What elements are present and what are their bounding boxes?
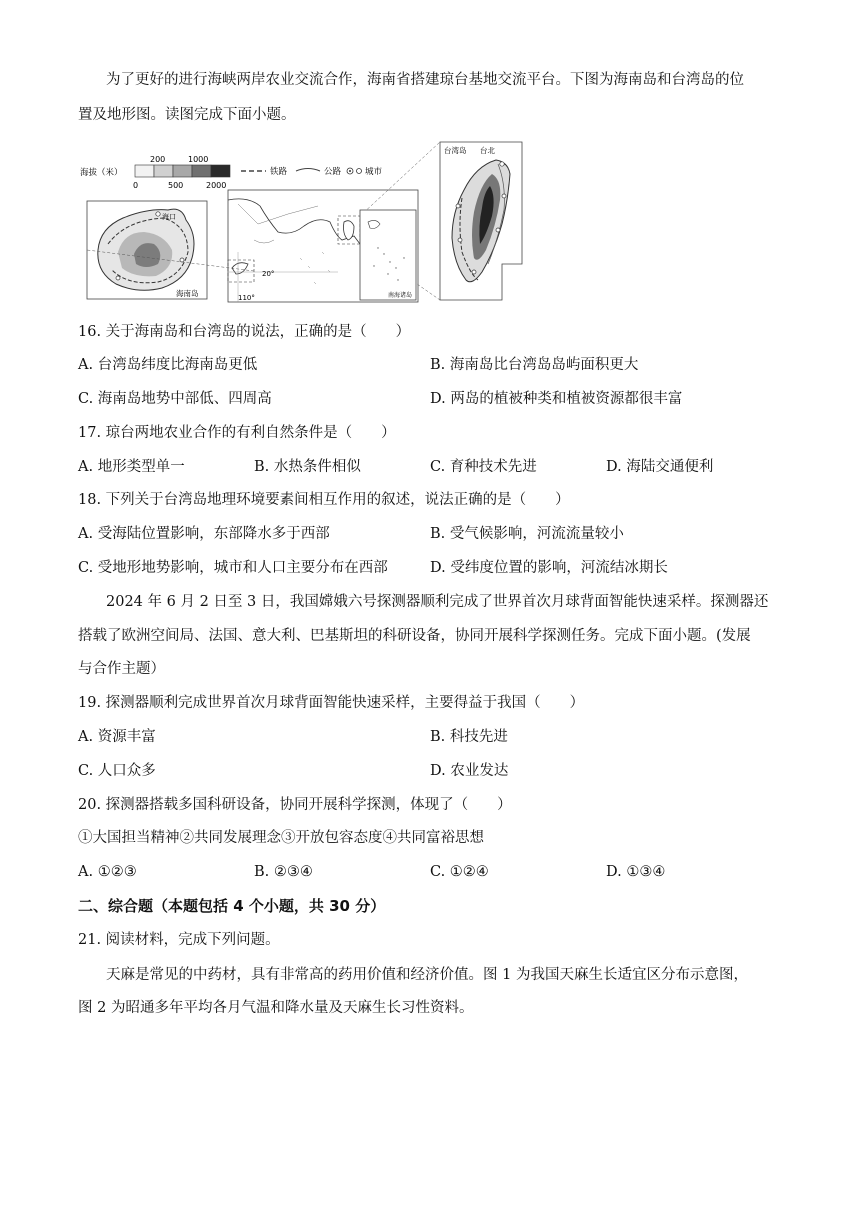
legend-city: 城市 [365,167,383,177]
q17-option-c: C. 育种技术先进 [430,459,537,475]
q16-option-c: C. 海南岛地势中部低、四周高 [78,391,272,407]
q20-option-d: D. ①③④ [606,864,666,880]
q19-option-d: D. 农业发达 [430,763,509,779]
q17-option-b: B. 水热条件相似 [254,459,361,475]
q18-stem: 18. 下列关于台湾岛地理环境要素间相互作用的叙述，说法正确的是（ ） [78,492,570,508]
legend-tick-2000: 2000 [206,181,227,190]
legend-road: 公路 [324,167,342,177]
q21-stem: 21. 阅读材料，完成下列问题。 [78,932,280,948]
q16-option-a: A. 台湾岛纬度比海南岛更低 [78,357,258,373]
taiwan-label: 台湾岛 [444,146,467,155]
legend-swatch-1 [154,165,173,177]
legend-swatch-2 [173,165,192,177]
intro1-line1: 为了更好的进行海峡两岸农业交流合作，海南省搭建琼台基地交流平台。下图为海南岛和台湾岛的位 [106,72,744,88]
q20-items: ①大国担当精神②共同发展理念③开放包容态度④共同富裕思想 [78,830,484,846]
intro2-line1: 2024 年 6 月 2 日至 3 日，我国嫦娥六号探测器顺利完成了世界首次月球背面智能快速采样。探测器还 [106,594,769,610]
legend-tick-500: 500 [168,181,184,190]
q19-option-c: C. 人口众多 [78,763,156,779]
intro1-line2: 置及地形图。读图完成下面小题。 [78,107,296,123]
q19-stem: 19. 探测器顺利完成世界首次月球背面智能快速采样，主要得益于我国（ ） [78,695,585,711]
hainan-label: 海南岛 [176,289,199,298]
legend-tick-1000: 1000 [188,155,209,164]
haikou-label: 海口 [162,213,176,221]
legend-swatch-3 [192,165,211,177]
q21-para1: 天麻是常见的中药材，具有非常高的药用价值和经济价值。图 1 为我国天麻生长适宜区分布示意图， [106,967,748,983]
legend-railway: 铁路 [270,167,288,177]
q20-stem: 20. 探测器搭载多国科研设备，协同开展科学探测，体现了（ ） [78,797,512,813]
q20-option-a: A. ①②③ [78,864,137,880]
taibei-label: 台北 [480,146,495,155]
q19-option-a: A. 资源丰富 [78,729,156,745]
q16-option-b: B. 海南岛比台湾岛岛屿面积更大 [430,357,639,373]
legend-title: 海拔（米） [80,168,123,178]
nanhai-label: 南海诸岛 [388,292,413,299]
q21-para2: 图 2 为昭通多年平均各月气温和降水量及天麻生长习性资料。 [78,1000,474,1016]
q18-option-d: D. 受纬度位置的影响，河流结冰期长 [430,560,668,576]
map-figure [78,140,524,304]
q16-option-d: D. 两岛的植被种类和植被资源都很丰富 [430,391,683,407]
q17-option-d: D. 海陆交通便利 [606,459,714,475]
q18-option-c: C. 受地形地势影响，城市和人口主要分布在西部 [78,560,388,576]
q18-option-a: A. 受海陆位置影响，东部降水多于西部 [78,526,330,542]
legend-tick-0: 0 [133,181,139,190]
lat-20-label: 20° [262,270,275,278]
q16-stem: 16. 关于海南岛和台湾岛的说法，正确的是（ ） [78,324,411,340]
q17-stem: 17. 琼台两地农业合作的有利自然条件是（ ） [78,425,396,441]
legend-swatch-0 [135,165,154,177]
map-svg [78,140,524,304]
intro2-line2: 搭载了欧洲空间局、法国、意大利、巴基斯坦的科研设备，协同开展科学探测任务。完成下面小题。(发展 [78,628,751,644]
q19-option-b: B. 科技先进 [430,729,508,745]
q20-option-b: B. ②③④ [254,864,313,880]
q18-option-b: B. 受气候影响，河流流量较小 [430,526,624,542]
q20-option-c: C. ①②④ [430,864,489,880]
lon-110-label: 110° [238,294,255,302]
legend-swatch-4 [211,165,230,177]
q17-option-a: A. 地形类型单一 [78,459,185,475]
city-symbol [357,169,362,174]
intro2-line3: 与合作主题） [78,661,165,677]
road-symbol [296,169,320,172]
section2-heading: 二、综合题（本题包括 4 个小题，共 30 分） [78,897,386,915]
legend-tick-200: 200 [150,155,166,164]
